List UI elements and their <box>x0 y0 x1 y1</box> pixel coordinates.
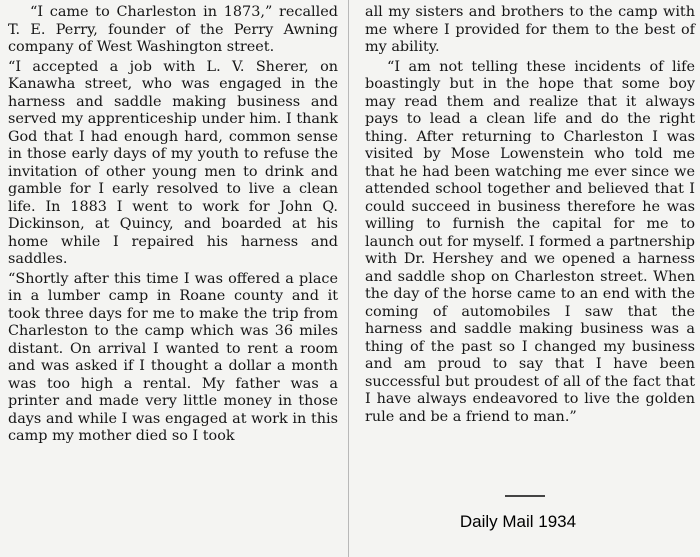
article-paragraph: “Shortly after this time I was offered a place in a lumber camp in Roane county and it took three days for me to make the trip from Charleston to the camp which was 36 miles distant. On arrival I wanted to rent a room and was asked if I thought a dollar a month was too high a rental. My father was a printer and made very little money in those days and while I was engaged at work in this camp my mother died so I took <box>8 270 338 444</box>
column-divider <box>348 0 349 557</box>
article-paragraph: all my sisters and brothers to the camp with me where I provided for them to the best of my ability. <box>365 4 695 55</box>
article-column-left <box>8 4 338 446</box>
end-of-article-rule <box>505 495 545 497</box>
article-column-right <box>365 4 695 426</box>
article-paragraph: “I accepted a job with L. V. Sherer, on Kanawha street, who was engaged in the harness and saddle making business and served my apprenticeship under him. I thank God that I had enough hard, common sense in those early days of my youth to refuse the invitation of other young men to drink and gamble for I early resolved to live a clean life. In 1883 I went to work for John Q. Dickinson, at Quincy, and boarded at his home while I repaired his harness and saddles. <box>8 58 338 267</box>
article-paragraph: “I am not telling these incidents of life boastingly but in the hope that some boy may read them and realize that it always pays to lead a clean life and do the right thing. After returning to Charleston I was visited by Mose Lowenstein who told me that he had been watching me ever since we attended school together and believed that I could succeed in business therefore he was willing to furnish the capital for me to launch out for myself. I formed a partnership with Dr. Hershey and we opened a harness and saddle shop on Charleston street. When the day of the horse came to an end with the coming of automobiles I saw that the harness and saddle making business was a thing of the past so I changed my business and am proud to say that I have been successful but proudest of all of the fact that I have always endeavored to live the golden rule and be a friend to man.” <box>365 58 695 425</box>
source-caption: Daily Mail 1934 <box>459 512 577 531</box>
article-paragraph: “I came to Charleston in 1873,” recalled T. E. Perry, founder of the Perry Awning company of West Washington street. <box>8 4 338 55</box>
